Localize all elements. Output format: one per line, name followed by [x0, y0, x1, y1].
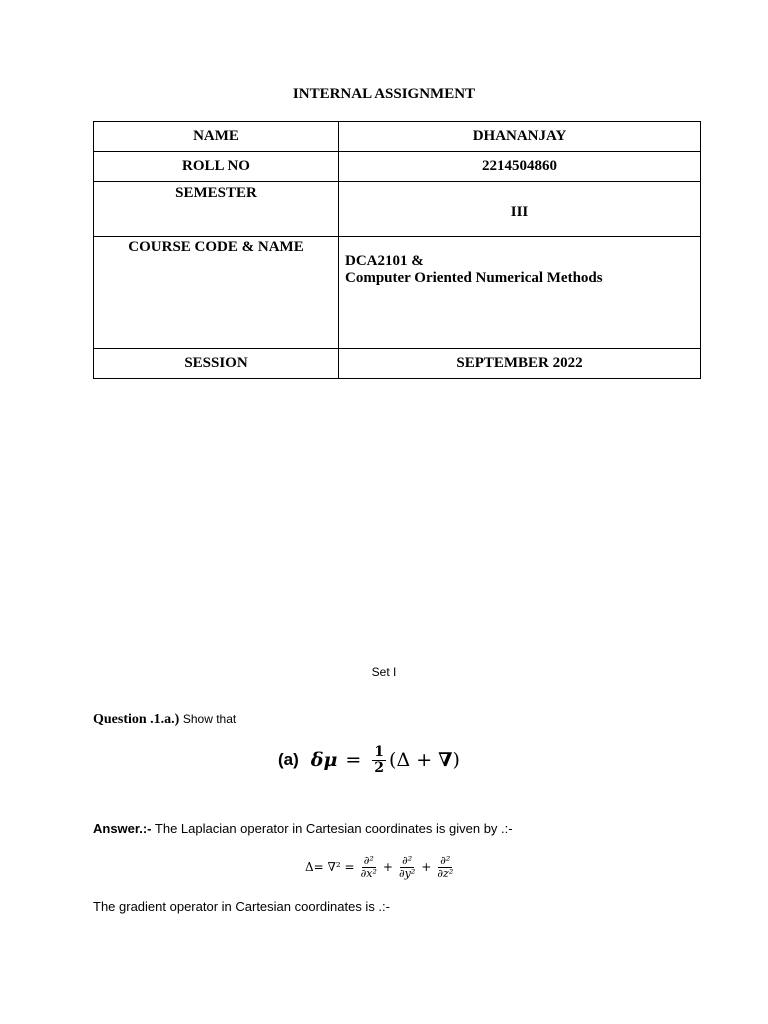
fraction-denominator: ∂z²	[437, 866, 454, 880]
semester-label: SEMESTER	[94, 182, 339, 237]
table-row	[94, 122, 701, 152]
delta-symbol: Δ	[396, 749, 411, 771]
course-code: DCA2101 &	[345, 253, 424, 269]
question-heading	[93, 712, 236, 728]
fraction-numerator: ∂²	[363, 853, 374, 867]
gradient-text: The gradient operator in Cartesian coordinates is .:-	[93, 899, 390, 914]
equation-a	[278, 742, 460, 778]
course-value	[339, 237, 701, 349]
course-label: COURSE CODE & NAME	[94, 237, 339, 349]
name-value: DHANANJAY	[339, 122, 701, 152]
fraction-numerator: 1	[374, 743, 385, 760]
document-title: INTERNAL ASSIGNMENT	[292, 86, 476, 102]
table-row	[94, 237, 701, 349]
question-text: Show that	[182, 712, 237, 726]
nabla-symbol: ∇	[438, 749, 453, 771]
set-label: Set I	[371, 665, 397, 679]
half-fraction	[372, 745, 386, 775]
plus-sign: +	[382, 860, 393, 874]
plus-sign: +	[416, 749, 433, 771]
roll-no-value: 2214504860	[339, 152, 701, 182]
equals-sign: =	[345, 749, 362, 771]
table-row	[94, 182, 701, 237]
equation-lhs: δμ	[310, 749, 338, 771]
partial-z-fraction	[435, 855, 455, 879]
answer-label: Answer.:-	[93, 821, 152, 836]
equation-tag: (a)	[278, 750, 299, 769]
name-label: NAME	[94, 122, 339, 152]
table-row	[94, 152, 701, 182]
laplacian-equation	[303, 848, 457, 886]
partial-x-fraction	[359, 855, 379, 879]
plus-sign: +	[421, 860, 432, 874]
fraction-numerator: ∂²	[402, 853, 413, 867]
fraction-denominator: 2	[374, 759, 385, 776]
fraction-denominator: ∂y²	[398, 866, 416, 880]
answer-text: The Laplacian operator in Cartesian coordinates is given by .:-	[151, 821, 513, 836]
student-info-table	[93, 121, 701, 379]
fraction-numerator: ∂²	[440, 853, 451, 867]
laplacian-lhs: Δ= ∇² =	[305, 860, 355, 874]
session-label: SESSION	[94, 349, 339, 379]
partial-y-fraction	[397, 855, 417, 879]
answer-line	[93, 821, 513, 836]
session-value: SEPTEMBER 2022	[339, 349, 701, 379]
semester-value: III	[339, 182, 701, 237]
paren-close: )	[452, 749, 460, 771]
paren-open: (	[389, 749, 397, 771]
roll-no-label: ROLL NO	[94, 152, 339, 182]
course-name: Computer Oriented Numerical Methods	[345, 270, 603, 286]
fraction-denominator: ∂x²	[360, 866, 377, 880]
table-row	[94, 349, 701, 379]
question-label: Question .1.a.)	[93, 712, 180, 727]
